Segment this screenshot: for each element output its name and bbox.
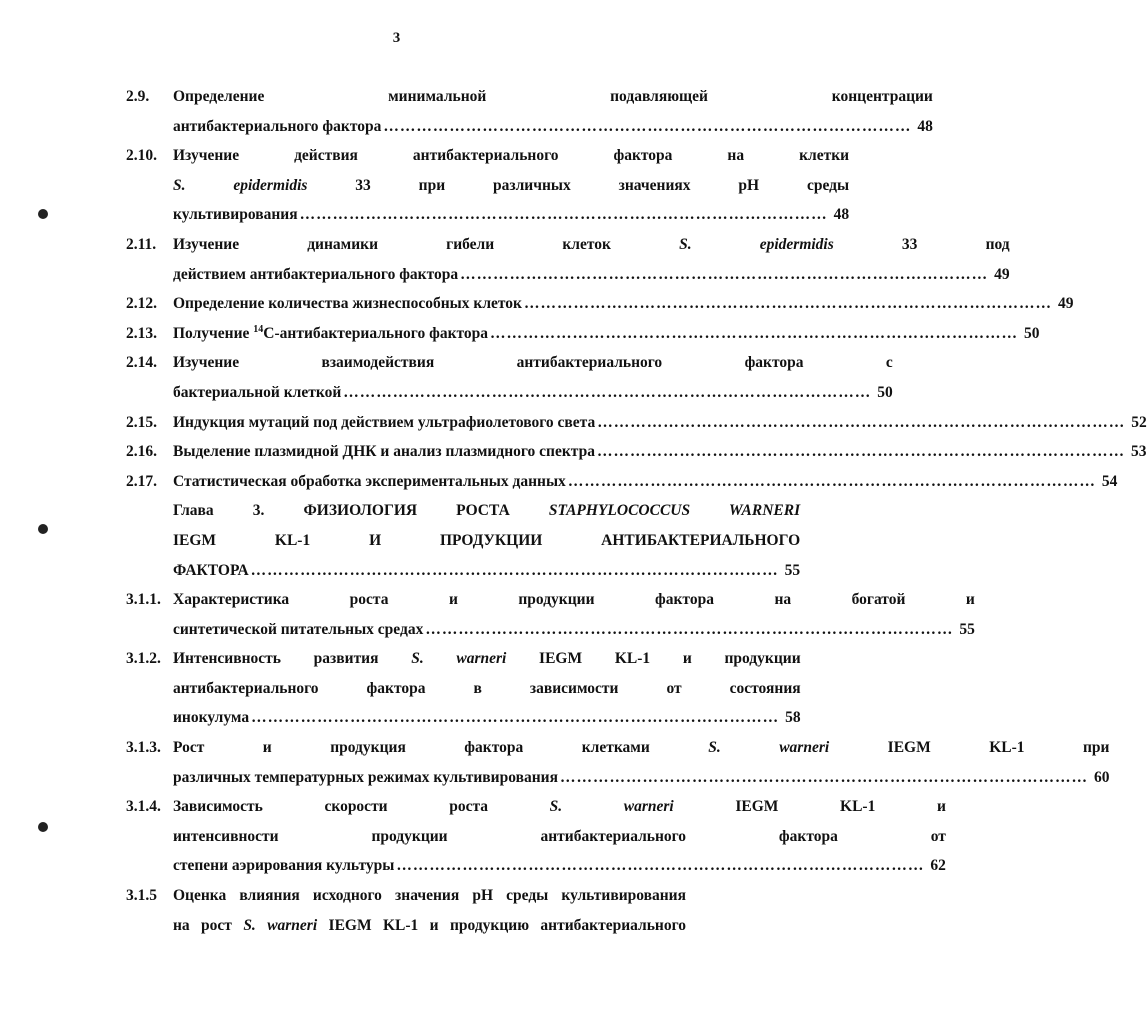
- entry-page: 50: [1024, 324, 1040, 342]
- toc-entry-2-12: 2.12. Определение количества жизнеспособных клеток …………………………………………………………………………………… 49: [126, 289, 686, 319]
- chapter-title-line: IEGM KL-1 И ПРОДУКЦИИ АНТИБАКТЕРИАЛЬНОГО: [173, 531, 801, 549]
- entry-page: 55: [784, 561, 801, 579]
- entry-title-line: Изучение действия антибактериального фактора на клетки: [173, 147, 850, 165]
- toc-chapter-3: Глава 3. ФИЗИОЛОГИЯ РОСТА STAPHYLOCOCCUS WARNERI IEGM KL-1 И ПРОДУКЦИИ АНТИБАКТЕРИАЛЬНОГО ФАКТОРА …………………………………………………………………………………… 55: [126, 496, 686, 585]
- toc-entry-2-17: 2.17. Статистическая обработка экспериментальных данных …………………………………………………………………………………… 54: [126, 467, 686, 497]
- toc-entry-3-1-1: 3.1.1. Характеристика роста и продукции фактора на богатой и синтетической питательных средах …………………………………………………………………………………… 55: [126, 585, 686, 644]
- entry-page: 50: [877, 383, 893, 401]
- toc-entry-2-14: 2.14. Изучение взаимодействия антибактериального фактора с бактериальной клеткой …………………………………………………………………………………… 50: [126, 348, 686, 407]
- entry-title-line: инокулума: [173, 709, 250, 727]
- toc-entry-2-13: 2.13. Получение $^{14}$C-антибактериального фактора …………………………………………………………………………………… 50: [126, 319, 686, 349]
- entry-number: 3.1.1.: [126, 591, 161, 609]
- entry-page: 58: [785, 709, 801, 727]
- entry-title-line: Изучение взаимодействия антибактериального фактора с: [173, 354, 893, 372]
- entry-number: 2.11.: [126, 235, 157, 253]
- toc-entry-2-16: 2.16. Выделение плазмидной ДНК и анализ плазмидного спектра …………………………………………………………………………………… 53: [126, 437, 686, 467]
- species-name: S. epidermidis: [679, 235, 834, 253]
- entry-page: 60: [1093, 768, 1110, 786]
- entry-title-line: Индукция мутаций под действием ультрафиолетового света: [173, 413, 596, 431]
- toc-entry-3-1-2: 3.1.2. Интенсивность развития S. warneri IEGM KL-1 и продукции антибактериального фактора в зависимости от состояния инокулума …………………………………………………………………………………… 58: [126, 644, 686, 733]
- entry-page: 52: [1131, 413, 1147, 431]
- entry-title-line: Интенсивность развития S. warneri IEGM KL-1 и продукции: [173, 650, 801, 668]
- entry-page: 49: [994, 265, 1010, 283]
- entry-title-line: Выделение плазмидной ДНК и анализ плазмидного спектра: [173, 443, 595, 461]
- entry-title-line: Определение минимальной подавляющей концентрации: [173, 88, 933, 105]
- entry-number: 2.14.: [126, 354, 157, 372]
- toc-entry-3-1-3: 3.1.3. Рост и продукция фактора клетками S. warneri IEGM KL-1 при различных температурных режимах культивирования …………………………………………………………………………………… 60: [126, 733, 686, 792]
- binding-hole-1: [38, 209, 48, 219]
- toc-entry-2-10: 2.10. Изучение действия антибактериального фактора на клетки S. epidermidis 33 при различных значениях pH среды культивирования …………………………………………………………………………………… 48: [126, 141, 686, 230]
- entry-title-line: антибактериального фактора: [173, 117, 382, 135]
- entry-number: 2.9.: [126, 88, 150, 105]
- entry-title-line: Получение $^{14}$C-антибактериального фактора: [173, 323, 489, 342]
- entry-number: 3.1.4.: [126, 798, 161, 816]
- entry-title-line: Рост и продукция фактора клетками S. warneri IEGM KL-1 при: [173, 739, 1110, 757]
- toc-entry-3-1-4: 3.1.4. Зависимость скорости роста S. warneri IEGM KL-1 и интенсивности продукции антибактериального фактора от степени аэрирования культуры …………………………………………………………………………………… 62: [126, 792, 686, 881]
- entry-title-line: степени аэрирования культуры: [173, 857, 395, 875]
- entry-number: 2.17.: [126, 472, 157, 490]
- entry-number: 2.10.: [126, 147, 157, 165]
- entry-title-line: Определение количества жизнеспособных клеток: [173, 295, 522, 313]
- entry-page: 62: [930, 857, 946, 875]
- entry-page: 54: [1101, 472, 1118, 490]
- entry-number: 2.13.: [126, 324, 157, 342]
- entry-title-line: культивирования: [173, 206, 298, 224]
- toc-entry-3-1-5: [126, 881, 686, 940]
- entry-number: 3.1.2.: [126, 650, 161, 668]
- species-name: S. epidermidis: [173, 176, 308, 194]
- entry-title-line: Изучение динамики гибели клеток S. epidermidis 33 под: [173, 235, 1010, 253]
- entry-title-line: на рост S. warneri IEGM KL-1 и продукцию антибактериального: [173, 916, 686, 934]
- species-name: STAPHYLOCOCCUS WARNERI: [548, 502, 801, 520]
- entry-page: 48: [833, 206, 850, 224]
- entry-number: 3.1.3.: [126, 739, 161, 757]
- entry-title-line: действием антибактериального фактора: [173, 265, 459, 283]
- entry-title-line: Оценка влияния исходного значения pH среды культивирования: [173, 887, 686, 905]
- species-name: S. warneri: [243, 916, 318, 934]
- table-of-contents: [126, 82, 1147, 940]
- entry-number: 3.1.5: [126, 887, 157, 905]
- toc-entry-2-15: 2.15. Индукция мутаций под действием ультрафиолетового света …………………………………………………………………………………… 52: [126, 408, 686, 438]
- toc-entry-2-11: 2.11. Изучение динамики гибели клеток S. epidermidis 33 под действием антибактериального фактора …………………………………………………………………………………… 49: [126, 230, 686, 289]
- entry-number: 2.16.: [126, 443, 157, 461]
- species-name: S. warneri: [549, 798, 674, 816]
- entry-page: 53: [1130, 443, 1147, 461]
- binding-hole-3: [38, 822, 48, 832]
- chapter-title-line: Глава 3. ФИЗИОЛОГИЯ РОСТА STAPHYLOCOCCUS WARNERI: [173, 502, 801, 520]
- entry-title-line: интенсивности продукции антибактериального фактора от: [173, 827, 946, 845]
- entry-title-line: S. epidermidis 33 при различных значениях pH среды: [173, 176, 850, 194]
- binding-hole-2: [38, 524, 48, 534]
- chapter-title-line: ФАКТОРА: [173, 561, 249, 579]
- entry-title-line: синтетической питательных средах: [173, 620, 424, 638]
- entry-number: 2.12.: [126, 295, 157, 313]
- entry-title-line: Статистическая обработка экспериментальных данных: [173, 472, 566, 490]
- entry-title-line: Зависимость скорости роста S. warneri IEGM KL-1 и: [173, 798, 946, 816]
- entry-title-line: бактериальной клеткой: [173, 383, 342, 401]
- page-number: 3: [392, 30, 401, 46]
- species-name: S. warneri: [708, 739, 830, 757]
- entry-page: 55: [959, 620, 975, 638]
- entry-title-line: Характеристика роста и продукции фактора на богатой и: [173, 591, 975, 609]
- species-name: S. warneri: [411, 650, 507, 668]
- entry-title-line: антибактериального фактора в зависимости от состояния: [173, 679, 801, 697]
- entry-title-line: различных температурных режимах культивирования: [173, 768, 558, 786]
- toc-entry-2-9: 2.9. Определение минимальной подавляющей концентрации антибактериального фактора …………………………………………………………………………………… 48: [126, 82, 686, 141]
- entry-number: 2.15.: [126, 413, 157, 431]
- entry-page: 49: [1058, 295, 1074, 313]
- entry-page: 48: [917, 117, 933, 135]
